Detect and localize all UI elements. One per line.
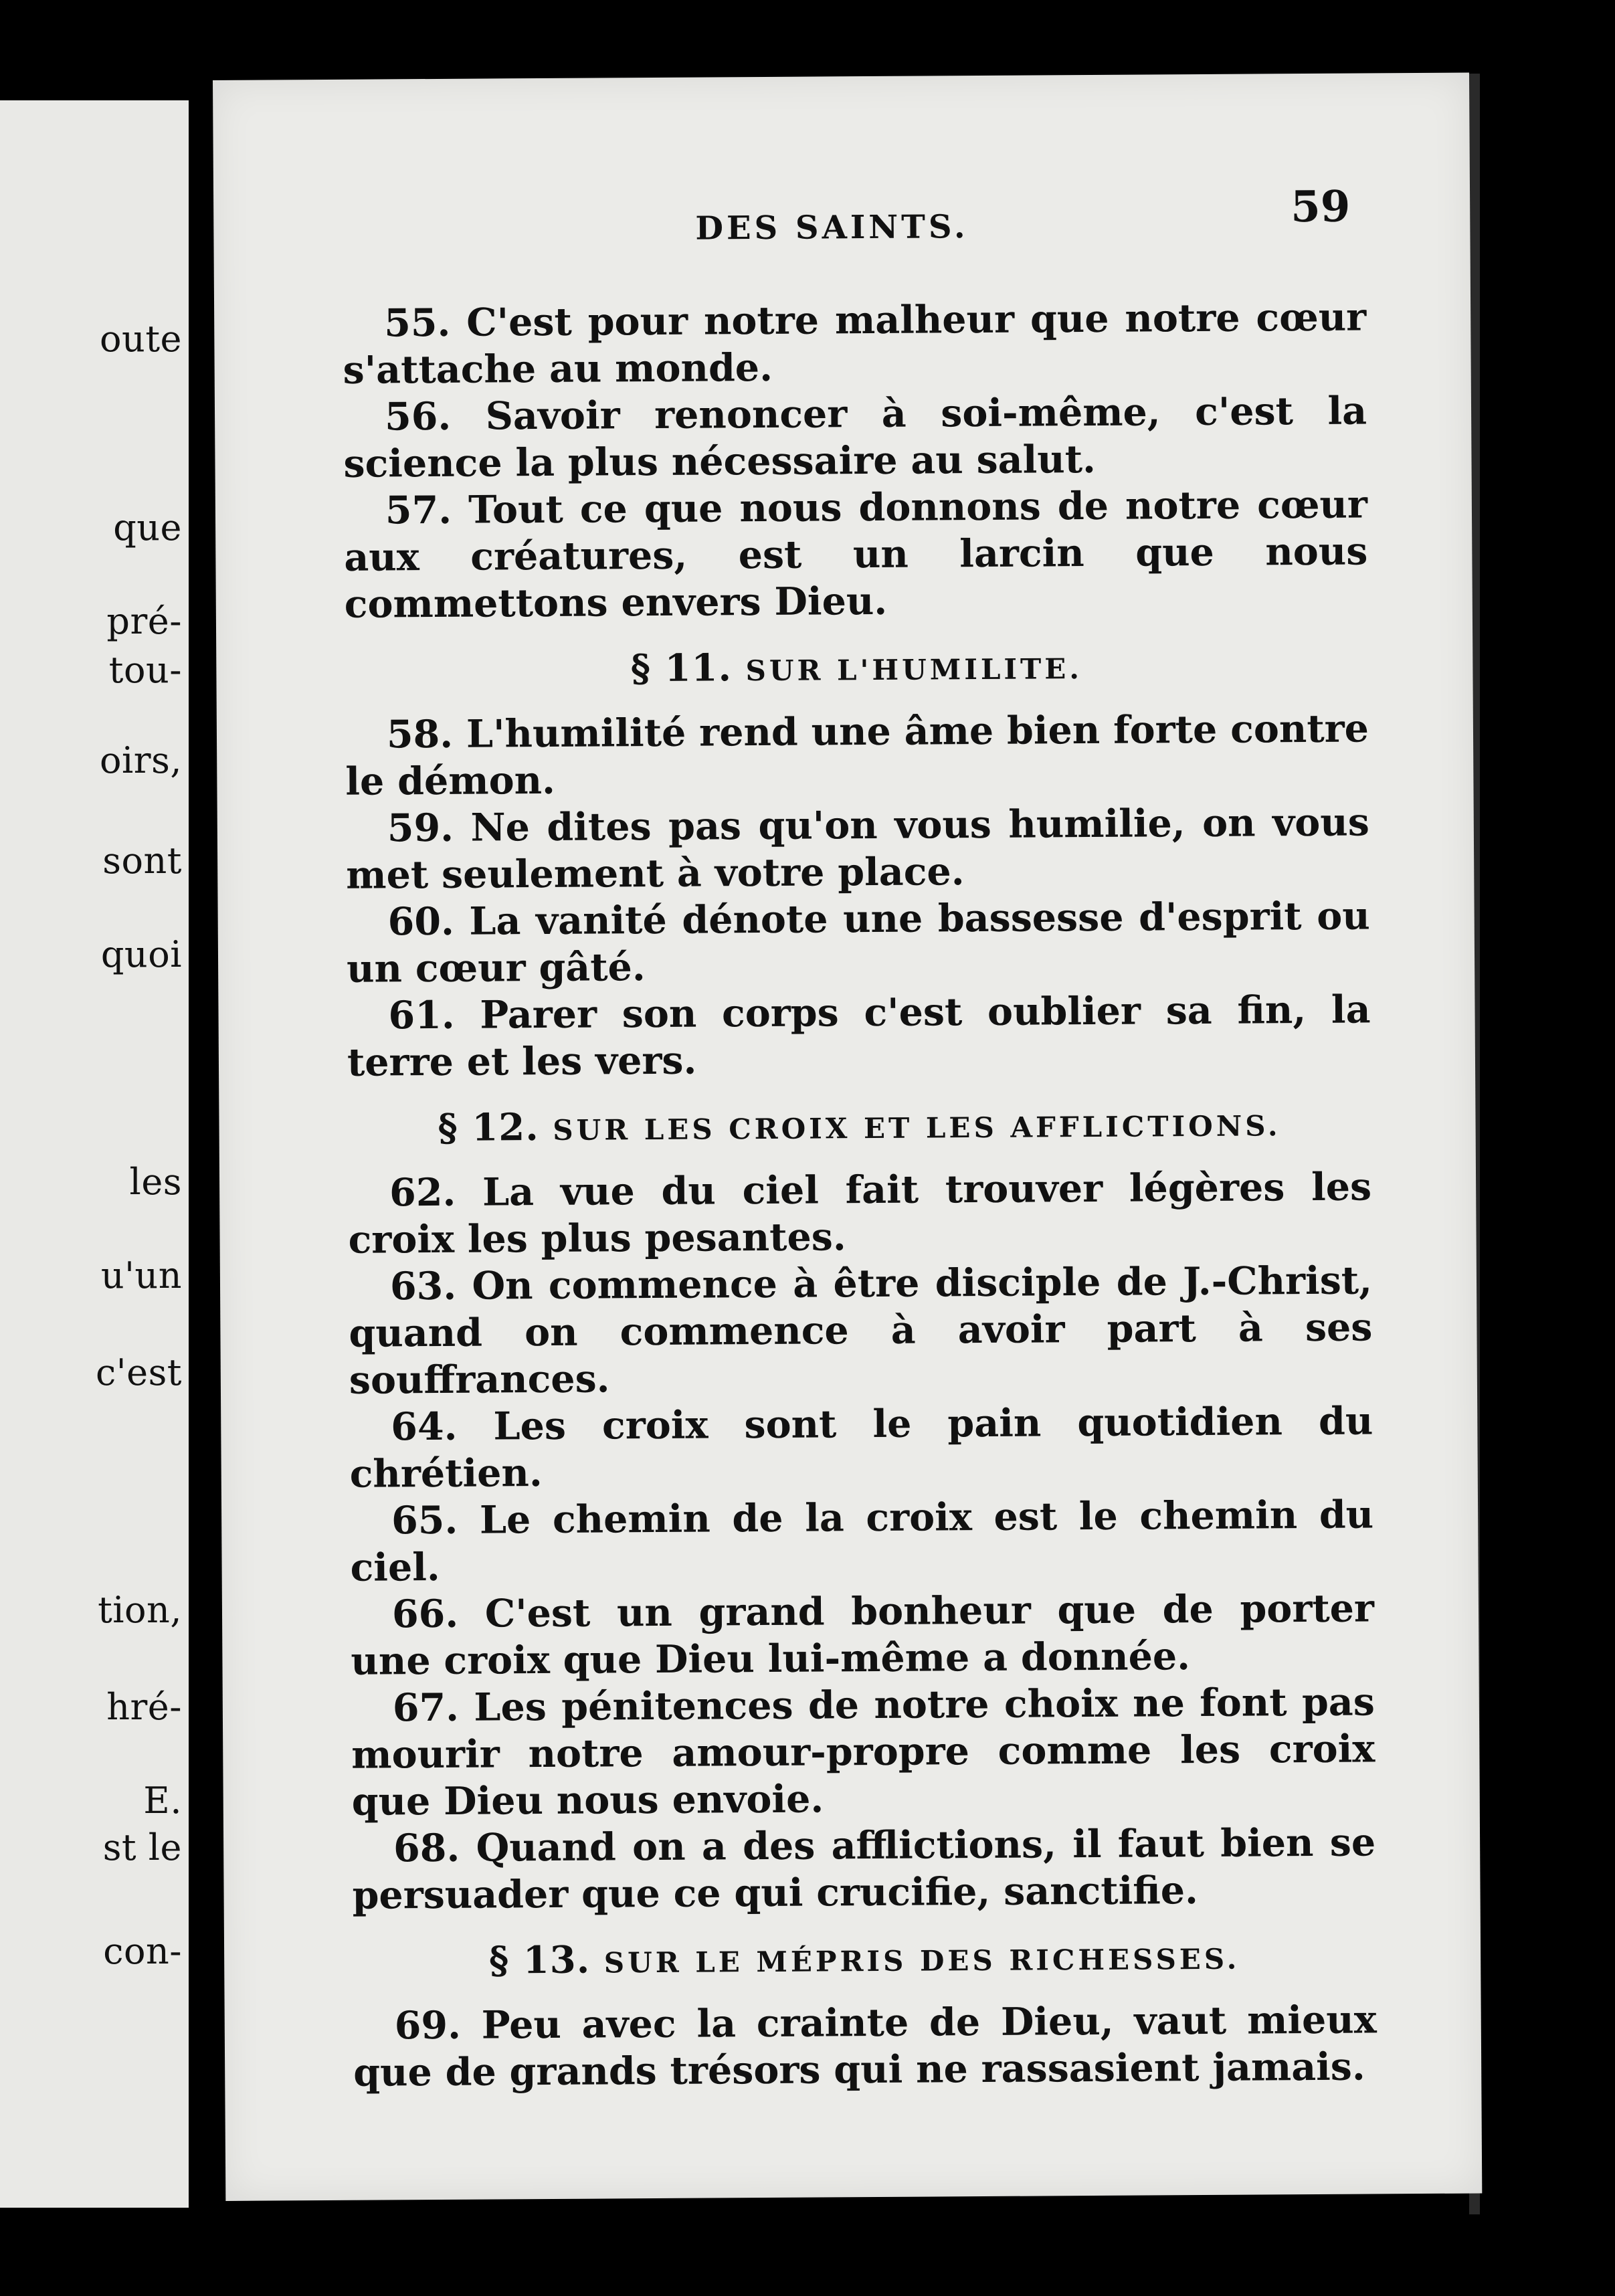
section-title: SUR LES CROIX ET LES AFFLICTIONS.: [553, 1109, 1281, 1147]
facing-fragment: c'est: [96, 1351, 182, 1394]
maxim-55: 55. C'est pour notre malheur que notre cœur s'attache au monde.: [343, 294, 1367, 393]
facing-fragment: oute: [100, 318, 182, 360]
section-number: § 13.: [488, 1937, 591, 1983]
maxim-56: 56. Savoir renoncer à soi-même, c'est la science la plus nécessaire au salut.: [343, 388, 1367, 486]
facing-fragment: st le: [102, 1826, 182, 1869]
facing-fragment: pré-: [106, 600, 182, 642]
book-page: [213, 73, 1482, 2201]
maxim-65: 65. Le chemin de la croix est le chemin du ciel.: [350, 1492, 1374, 1590]
facing-fragment: con-: [103, 1930, 182, 1972]
facing-fragment: oirs,: [100, 739, 182, 781]
maxim-67: 67. Les pénitences de notre choix ne font pas mourir notre amour-propre comme les croix que Dieu nous envoie.: [351, 1679, 1375, 1824]
facing-fragment: tou-: [108, 649, 182, 691]
section-number: § 12.: [438, 1105, 539, 1150]
facing-page-fragment: [0, 100, 189, 2208]
maxim-57: 57. Tout ce que nous donnons de notre cœur aux créatures, est un larcin que nous commettons envers Dieu.: [344, 482, 1368, 627]
facing-fragment: les: [129, 1161, 182, 1203]
section-title: SUR LE MÉPRIS DES RICHESSES.: [603, 1942, 1240, 1980]
maxim-69: 69. Peu avec la crainte de Dieu, vaut mieux que de grands trésors qui ne rassasient jamais.: [353, 1997, 1377, 2095]
running-head: DES SAINTS.: [695, 208, 969, 248]
section-heading-13: [353, 1931, 1376, 1988]
maxim-61: 61. Parer son corps c'est oublier sa fin, la terre et les vers.: [347, 987, 1371, 1085]
maxim-68: 68. Quand on a des afflictions, il faut bien se persuader que ce qui crucifie, sanctifie.: [352, 1820, 1376, 1918]
facing-fragment: hré-: [106, 1686, 182, 1728]
section-number: § 11.: [630, 646, 733, 691]
maxim-63: 63. On commence à être disciple de J.-Christ, quand on commence à avoir part à ses souffrances.: [349, 1258, 1373, 1403]
facing-fragment: sont: [102, 840, 182, 882]
facing-fragment: u'un: [100, 1254, 182, 1297]
page-number: 59: [1290, 181, 1351, 233]
facing-fragment: que: [113, 506, 182, 549]
maxim-59: 59. Ne dites pas qu'on vous humilie, on vous met seulement à votre place.: [346, 799, 1370, 898]
maxim-62: 62. La vue du ciel fait trouver légères les croix les plus pesantes.: [348, 1164, 1372, 1262]
section-title: SUR L'HUMILITE.: [745, 652, 1083, 688]
facing-fragment: tion,: [98, 1589, 182, 1631]
facing-fragment: E.: [143, 1780, 182, 1822]
page-body: [343, 294, 1377, 2096]
section-heading-12: [347, 1098, 1371, 1155]
maxim-66: 66. C'est un grand bonheur que de porter une croix que Dieu lui-même a donnée.: [351, 1586, 1375, 1684]
maxim-64: 64. Les croix sont le pain quotidien du chrétien.: [349, 1398, 1373, 1497]
maxim-58: 58. L'humilité rend une âme bien forte contre le démon.: [345, 706, 1369, 804]
maxim-60: 60. La vanité dénote une bassesse d'esprit ou un cœur gâté.: [346, 893, 1370, 991]
section-heading-11: [345, 640, 1368, 696]
facing-fragment: quoi: [100, 933, 182, 975]
